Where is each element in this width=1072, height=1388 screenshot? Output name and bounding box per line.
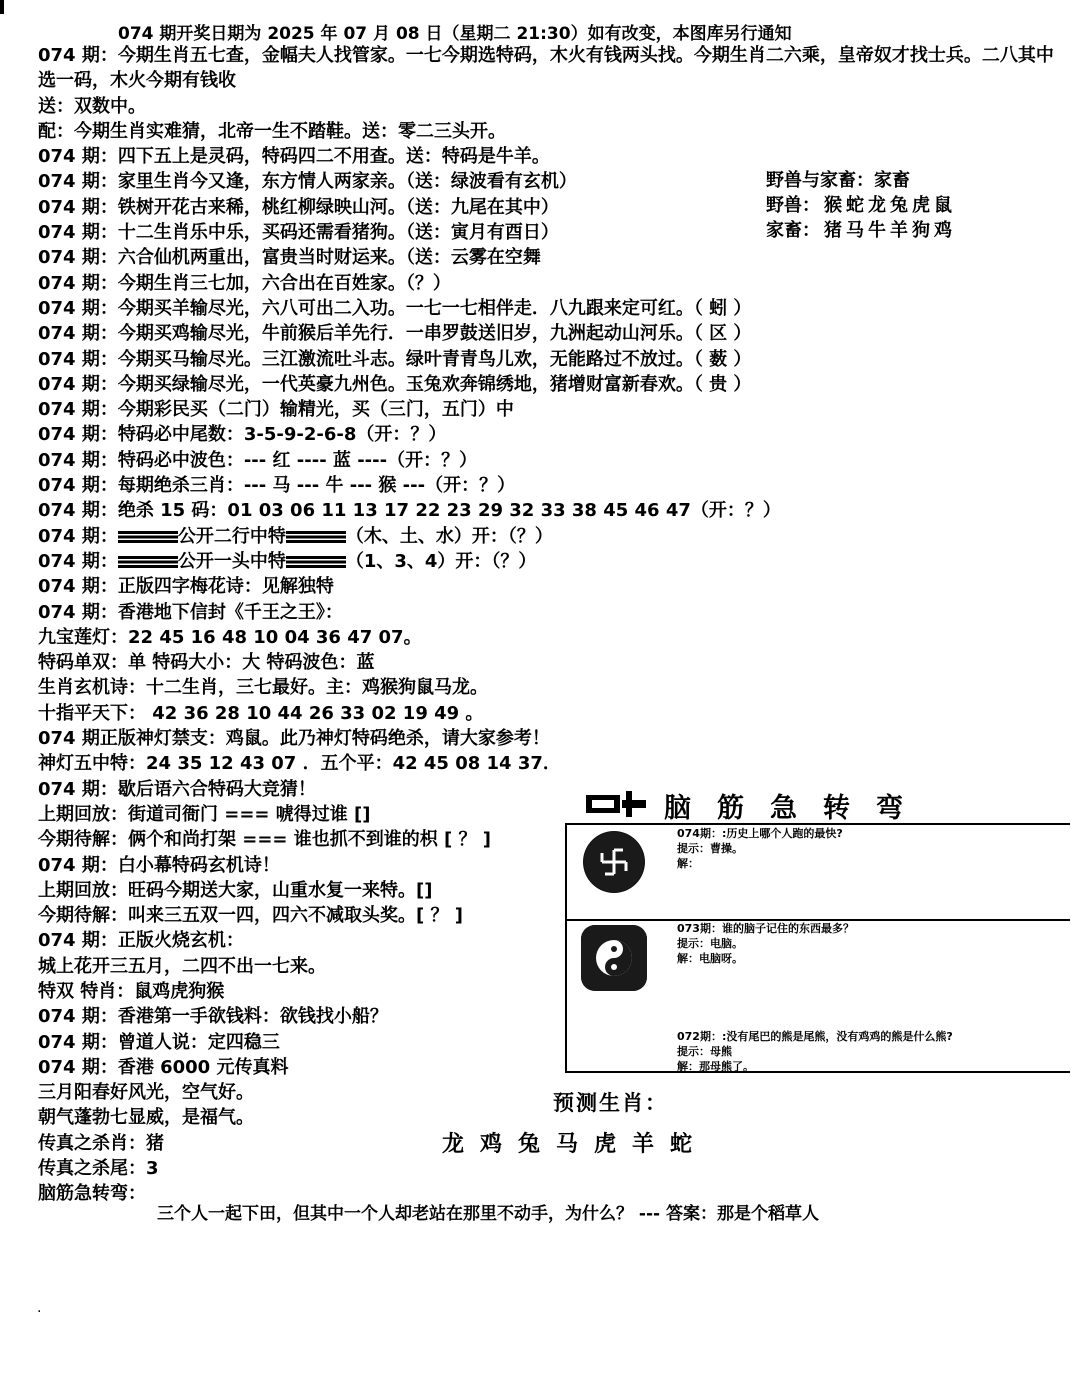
teaser-072-hint: 提示：母熊 — [677, 1045, 732, 1058]
swastika-emblem-icon — [583, 831, 645, 893]
line-43: 传真之杀肖：猪 — [38, 1132, 164, 1154]
line-45: 脑筋急转弯： — [38, 1183, 146, 1205]
teaser-073-hint: 提示：电脑。 — [677, 937, 743, 950]
line-18: 074 期：绝杀 15 码：01 03 06 11 13 17 22 23 29 32 33 38 45 46 47（开：？） — [38, 500, 781, 522]
line-35: 074 期：正版火烧玄机： — [38, 930, 244, 952]
line-4: 074 期：四下五上是灵码，特码四二不用查。送：特码是牛羊。 — [38, 146, 550, 168]
zodiac-item: 鸡 — [934, 220, 952, 241]
line-32: 074 期：白小幕特码玄机诗！ — [38, 854, 280, 876]
beast-livestock-box — [766, 168, 956, 243]
trigram-bars-icon — [118, 531, 178, 543]
line-39: 074 期：曾道人说：定四稳三 — [38, 1031, 280, 1053]
beast-label: 野兽： — [766, 195, 820, 216]
line-19-tail: （木、土、水）开：（？） — [345, 525, 553, 547]
line-23: 九宝莲灯：22 45 16 48 10 04 36 47 07。 — [38, 626, 422, 648]
line-15: 074 期：特码必中尾数：3-5-9-2-6-8（开：？） — [38, 424, 447, 446]
zodiac-item: 羊 — [890, 220, 908, 241]
zodiac-item: 虎 — [912, 195, 930, 216]
line-19-bagua — [38, 524, 1068, 549]
teaser-074 — [677, 826, 843, 871]
line-10: 074 期：今期买羊输尽光，六八可出二入功。一七一七相伴走．八九跟来定可红。（ 蚓 ） — [38, 297, 752, 319]
trigram-bars-icon — [286, 531, 346, 543]
beast-row-2 — [766, 193, 956, 218]
line-21: 074 期：正版四字梅花诗：见解独特 — [38, 576, 334, 598]
line-19-after: 公开二行中特 — [177, 525, 286, 547]
line-13: 074 期：今期买绿输尽光，一代英豪九州色。玉兔欢奔锦绣地，猪增财富新春欢。（ 贵 ） — [38, 373, 752, 395]
line-40: 074 期：香港 6000 元传真料 — [38, 1056, 289, 1078]
teaser-072 — [677, 1029, 953, 1074]
draw-date-header: 074 期开奖日期为 2025 年 07 月 08 日（星期二 21:30）如有改变，本图库另行通知 — [118, 24, 792, 44]
teaser-074-answer: 解： — [677, 857, 699, 870]
livestock-label: 家畜： — [766, 220, 820, 241]
beast-row-3 — [766, 218, 956, 243]
line-38: 074 期：香港第一手欲钱料：欲钱找小船？ — [38, 1006, 388, 1028]
line-34: 今期待解：叫来三五双一四，四六不减取头奖。[ ？ ] — [38, 905, 463, 927]
zodiac-item: 马 — [846, 220, 864, 241]
line-27: 074 期正版神灯禁支：鸡鼠。此乃神灯特码绝杀，请大家参考！ — [38, 728, 550, 750]
line-20-tail: （1、3、4）开：（？） — [345, 550, 537, 572]
line-24: 特码单双：单 特码大小：大 特码波色：蓝 — [38, 652, 375, 674]
teaser-073-answer: 解：电脑呀。 — [677, 952, 743, 965]
line-6: 074 期：铁树开花古来稀，桃红柳绿映山河。（送：九尾在其中） — [38, 196, 559, 218]
line-8: 074 期：六合仙机两重出，富贵当时财运来。（送：云雾在空舞 — [38, 247, 541, 269]
teaser-074-hint: 提示：曹操。 — [677, 842, 743, 855]
banner-logo-icon — [586, 791, 648, 817]
line-42: 朝气蓬勃七显威，是福气。 — [38, 1107, 254, 1129]
beast-row-1: 野兽与家畜：家畜 — [766, 170, 910, 191]
line-20-after: 公开一头中特 — [177, 550, 286, 572]
line-28: 神灯五中特：24 35 12 43 07 ．五个平：42 45 08 14 37． — [38, 753, 561, 775]
brain-teaser-banner — [586, 790, 1066, 824]
teaser-073 — [677, 921, 854, 966]
line-37: 特双 特肖：鼠鸡虎狗猴 — [38, 980, 225, 1002]
edge-mark — [0, 0, 4, 14]
line-19-prefix: 074 期： — [38, 525, 118, 547]
zodiac-item: 兔 — [890, 195, 908, 216]
line-44: 传真之杀尾：3 — [38, 1158, 159, 1180]
teaser-072-answer: 解：那母熊了。 — [677, 1060, 754, 1073]
line-33: 上期回放：旺码今期送大家，山重水复一来特。[] — [38, 879, 433, 901]
line-29: 074 期：歇后语六合特码大竞猜！ — [38, 778, 316, 800]
zodiac-item: 牛 — [868, 220, 886, 241]
riddle-answer: 三个人一起下田，但其中一个人却老站在那里不动手，为什么？ --- 答案：那是个稻草人 — [157, 1204, 820, 1224]
line-17: 074 期：每期绝杀三肖：--- 马 --- 牛 --- 猴 ---（开：？） — [38, 475, 516, 497]
line-31: 今期待解：俩个和尚打架 === 谁也抓不到谁的枳 [ ？ ] — [38, 829, 492, 851]
line-2: 送：双数中。 — [38, 95, 146, 117]
line-1: 074 期：今期生肖五七查，金幅夫人找管家。一七今期选特码，木火有钱两头找。今期生肖二六乘，皇帝奴才找士兵。二八其中选一码，木火今期有钱收 — [38, 45, 1054, 92]
line-25: 生肖玄机诗：十二生肖，三七最好。主：鸡猴狗鼠马龙。 — [38, 677, 488, 699]
line-12: 074 期：今期买马输尽光。三江激流吐斗志。绿叶青青鸟儿欢，无能路过不放过。（ 薮 ） — [38, 348, 752, 370]
trigram-bars-icon — [286, 556, 346, 568]
line-22: 074 期：香港地下信封《千王之王》： — [38, 601, 343, 623]
line-30: 上期回放：街道司衙门 === 唬得过谁 [] — [38, 803, 371, 825]
line-5: 074 期：家里生肖今又逢，东方情人两家亲。（送：绿波看有玄机） — [38, 171, 577, 193]
zodiac-item: 猴 — [824, 195, 842, 216]
predict-zodiac-title: 预测生肖： — [553, 1090, 668, 1115]
line-16: 074 期：特码必中波色：--- 红 ---- 蓝 ----（开：？） — [38, 449, 478, 471]
line-20-prefix: 074 期： — [38, 550, 118, 572]
zodiac-item: 狗 — [912, 220, 930, 241]
zodiac-item: 龙 — [868, 195, 886, 216]
brain-teaser-title: 脑筋急转弯 — [664, 793, 929, 824]
line-36: 城上花开三五月，二四不出一七来。 — [38, 955, 326, 977]
line-20-bagua — [38, 549, 1068, 574]
teaser-074-question: 074期：:历史上哪个人跑的最快? — [677, 827, 843, 840]
trigram-bars-icon — [118, 556, 178, 568]
teaser-073-question: 073期：谁的脑子记住的东西最多？ — [677, 922, 854, 935]
zodiac-item: 鼠 — [934, 195, 952, 216]
line-9: 074 期：今期生肖三七加，六合出在百姓家。（？） — [38, 272, 451, 294]
teaser-072-question: 072期：:没有尾巴的熊是尾熊，没有鸡鸡的熊是什么熊? — [677, 1030, 953, 1043]
predict-zodiac-list: 龙鸡兔马虎羊蛇 — [442, 1131, 709, 1157]
line-26: 十指平天下： 42 36 28 10 44 26 33 02 19 49 。 — [38, 702, 484, 724]
zodiac-item: 蛇 — [846, 195, 864, 216]
line-3: 配：今期生肖实难猜，北帝一生不踏鞋。送：零二三头开。 — [38, 120, 506, 142]
zodiac-item: 猪 — [824, 220, 842, 241]
line-41: 三月阳春好风光，空气好。 — [38, 1082, 254, 1104]
line-7: 074 期：十二生肖乐中乐，买码还需看猪狗。（送：寅月有酉日） — [38, 222, 559, 244]
brain-teaser-box — [565, 823, 1070, 1073]
footer-dot: . — [37, 1300, 42, 1316]
yin-yang-bagua-icon — [581, 925, 647, 991]
line-14: 074 期：今期彩民买（二门）输精光，买（三门，五门）中 — [38, 399, 514, 421]
line-11: 074 期：今期买鸡输尽光，牛前猴后羊先行．一串罗鼓送旧岁，九洲起动山河乐。（ 区 ） — [38, 323, 752, 345]
